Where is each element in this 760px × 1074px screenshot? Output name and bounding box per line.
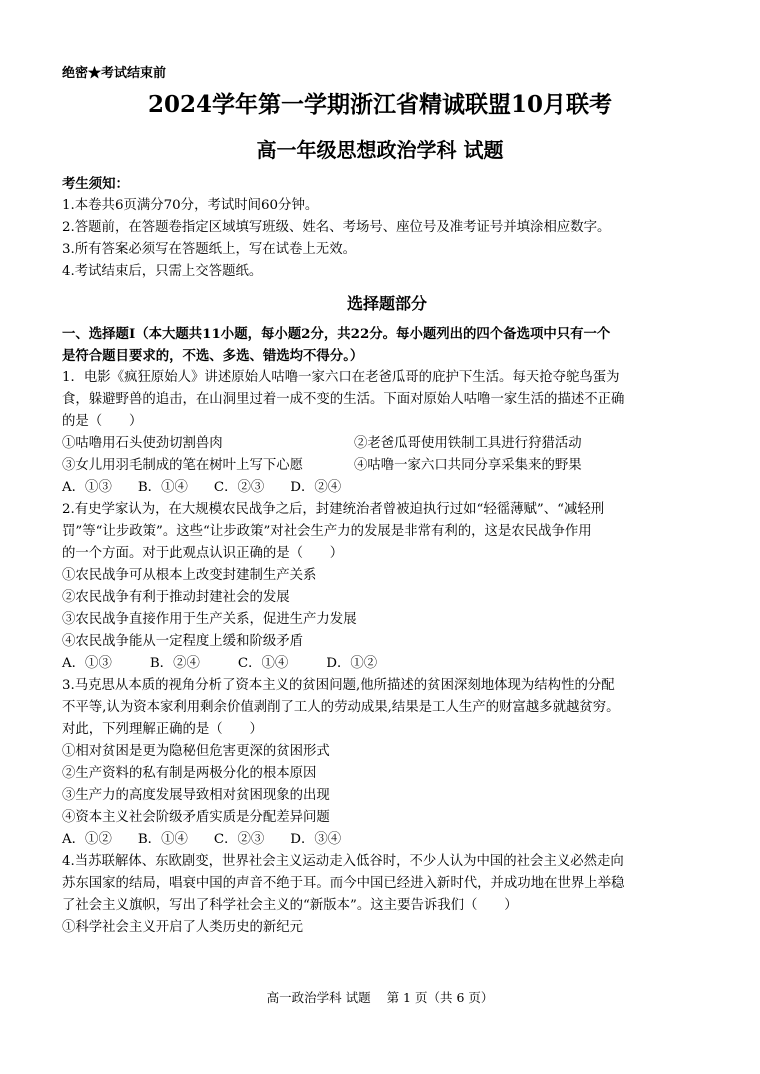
statement-item: ①咕噜用石头使劲切割兽肉	[62, 436, 223, 451]
statement-item: ③生产力的高度发展导致相对贫困现象的出现	[62, 788, 330, 803]
statement-item: ①科学社会主义开启了人类历史的新纪元	[62, 920, 304, 935]
statement-item: ③女儿用羽毛制成的笔在树叶上写下心愿	[62, 458, 304, 473]
option-c: C．①④	[237, 656, 289, 671]
part-intro: 是符合题目要求的，不选、多选、错选均不得分。）	[62, 348, 364, 364]
notice-item: 1.本卷共6页满分70分，考试时间60分钟。	[62, 198, 319, 213]
main-title: 2024学年第一学期浙江省精诚联盟10月联考	[147, 91, 613, 118]
statement-item: ①相对贫困是更为隐秘但危害更深的贫困形式	[62, 744, 330, 759]
statement-item: ④农民战争能从一定程度上缓和阶级矛盾	[62, 634, 304, 649]
sub-title: 高一年级思想政治学科 试题	[256, 138, 504, 162]
page-footer	[0, 988, 760, 1006]
option-b: B．①④	[137, 480, 188, 495]
question-1-stem: 食，躲避野兽的追击，在山洞里过着一成不变的生活。下面对原始人咕噜一家生活的描述不正确	[62, 392, 625, 407]
option-d: D．①②	[326, 656, 378, 671]
part-intro: 一、选择题Ⅰ（本大题共11小题，每小题2分，共22分。每小题列出的四个备选项中只有一个	[62, 326, 611, 342]
option-a: A．①③	[62, 480, 112, 495]
notice-item: 3.所有答案必须写在答题纸上，写在试卷上无效。	[62, 242, 356, 257]
question-1-stem: 1．电影《疯狂原始人》讲述原始人咕噜一家六口在老爸瓜哥的庇护下生活。每天抢夺鸵鸟蛋为	[62, 370, 620, 385]
section-title: 选择题部分	[346, 294, 427, 313]
question-3-stem: 3.马克思从本质的视角分析了资本主义的贫困问题,他所描述的贫困深刻地体现为结构性的分配	[62, 678, 615, 693]
statement-item: ④咕噜一家六口共同分享采集来的野果	[354, 458, 582, 473]
question-1-items	[62, 455, 712, 477]
option-a: A．①②	[62, 832, 112, 847]
statement-item: ③农民战争直接作用于生产关系，促进生产力发展	[62, 612, 357, 627]
question-1-items	[62, 433, 712, 455]
question-2-stem: 罚”等“让步政策”。这些“让步政策”对社会生产力的发展是非常有利的，这是农民战争作用	[62, 524, 592, 539]
option-d: D．③④	[290, 832, 342, 847]
statement-item: ④资本主义社会阶级矛盾实质是分配差异问题	[62, 810, 330, 825]
option-c: C．②③	[213, 480, 265, 495]
question-2-stem: 的一个方面。对于此观点认识正确的是（ ）	[62, 546, 344, 561]
footer-page-number: 第 1 页（共 6 页）	[386, 990, 494, 1005]
statement-item: ①农民战争可从根本上改变封建制生产关系	[62, 568, 317, 583]
question-3-options	[62, 829, 712, 851]
option-b: B．①④	[137, 832, 188, 847]
statement-item: ②生产资料的私有制是两极分化的根本原因	[62, 766, 317, 781]
option-d: D．②④	[290, 480, 342, 495]
notice-item: 4.考试结束后，只需上交答题纸。	[62, 264, 263, 279]
option-a: A．①③	[62, 656, 112, 671]
question-2-options	[62, 653, 712, 675]
question-3-stem: 对此，下列理解正确的是（ ）	[62, 722, 263, 737]
option-b: B．②④	[149, 656, 200, 671]
statement-item: ②老爸瓜哥使用铁制工具进行狩猎活动	[354, 436, 582, 451]
secret-label: 绝密★考试结束前	[62, 66, 167, 81]
exam-content	[62, 173, 712, 939]
notice-item: 2.答题前，在答题卷指定区域填写班级、姓名、考场号、座位号及准考证号并填涂相应数字。	[62, 220, 611, 235]
question-4-stem: 了社会主义旗帜，写出了科学社会主义的“新版本”。这主要告诉我们（ ）	[62, 898, 518, 913]
option-c: C．②③	[213, 832, 265, 847]
question-4-stem: 苏东国家的结局，唱衰中国的声音不绝于耳。而今中国已经进入新时代，并成功地在世界上举稳	[62, 876, 625, 891]
question-3-stem: 不平等,认为资本家利用剩余价值剥削了工人的劳动成果,结果是工人生产的财富越多就越贫穷。	[62, 700, 620, 715]
footer-subject: 高一政治学科 试题	[266, 990, 371, 1005]
notice-heading: 考生须知：	[62, 176, 129, 192]
question-4-stem: 4.当苏联解体、东欧剧变，世界社会主义运动走入低谷时，不少人认为中国的社会主义必然走向	[62, 854, 624, 869]
question-1-options	[62, 477, 712, 499]
statement-item: ②农民战争有利于推动封建社会的发展	[62, 590, 290, 605]
question-1-stem: 的是（ ）	[62, 414, 143, 429]
question-2-stem: 2.有史学家认为，在大规模农民战争之后，封建统治者曾被迫执行过如“轻徭薄赋”、“减轻刑	[62, 502, 605, 517]
